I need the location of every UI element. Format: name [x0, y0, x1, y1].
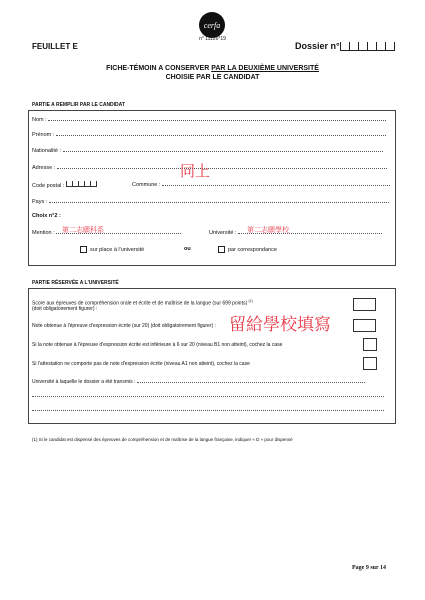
transmis-field[interactable]: Université à laquelle le dossier a été transmis :	[32, 378, 365, 385]
page-number: Page 9 sur 14	[352, 565, 387, 571]
note-ecrite-label: Note obtenue à l'épreuve d'expression écrite (sur 20) (doit obligatoirement figurer) :	[32, 323, 216, 329]
handwritten-universite: 第二志願學校	[247, 226, 289, 234]
dossier-number-field[interactable]	[295, 41, 395, 51]
correspondance-checkbox[interactable]	[218, 246, 225, 253]
handwritten-school-fill: 留給學校填寫	[229, 315, 331, 335]
sur-place-checkbox[interactable]	[80, 246, 87, 253]
transmis-line-2[interactable]	[32, 392, 384, 399]
dossier-label: Dossier n°	[295, 41, 340, 51]
note-inferieure-checkbox[interactable]	[363, 338, 377, 351]
note-inferieure-label: Si la note obtenue à l'épreuve d'expression écrite est inférieure à 6 sur 20 (niveau B1 non atteint), cochez la case	[32, 342, 283, 348]
footnote: (1) Si le candidat est dispensé des épreuves de compréhension et de maîtrise de la langue française, indiquer « D » pour dispensé	[32, 437, 293, 442]
handwritten-mention: 第二志願科系	[62, 226, 104, 234]
option-correspondance[interactable]: par correspondance	[218, 246, 277, 253]
university-section-label: PARTIE RÉSERVÉE A L'UNIVERSITÉ	[32, 280, 119, 286]
nationalite-field[interactable]: Nationalité :	[32, 147, 383, 154]
cerfa-number: n° 11126*19	[199, 36, 226, 42]
code-postal-field[interactable]: Code postal :	[32, 181, 97, 189]
note-ecrite-input[interactable]	[353, 319, 376, 332]
attestation-label: Si l'attestation ne comporte pas de note d'expression écrite (niveau A1 non atteint), cochez la case	[32, 361, 250, 367]
option-sur-place[interactable]: sur place à l'université	[80, 246, 144, 253]
score-label-line2: (doit obligatoirement figurer) :	[32, 306, 98, 312]
score-label: Score aux épreuves de compréhension orale et écrite et de maîtrise de la langue (sur 699 points) $^{(1)}$	[32, 299, 253, 307]
feuillet-label: FEUILLET E	[32, 42, 78, 51]
prenom-field[interactable]: Prénom :	[32, 131, 386, 138]
adresse-field[interactable]: Adresse :	[32, 164, 387, 171]
form-title-line2: CHOISIE PAR LE CANDIDAT	[165, 74, 260, 81]
handwritten-same-as-above: 同上	[180, 162, 211, 180]
form-title-line1: FICHE-TÉMOIN A CONSERVER PAR LA DEUXIÈME UNIVERSITÉ	[106, 65, 319, 72]
universite-field[interactable]: Université :	[209, 229, 382, 236]
mention-field[interactable]: Mention :	[32, 229, 181, 236]
cerfa-logo: cerfa	[199, 12, 225, 38]
nom-field[interactable]: Nom :	[32, 116, 386, 123]
score-input[interactable]	[353, 298, 376, 311]
choix-label: Choix n°2 :	[32, 213, 61, 219]
pays-field[interactable]: Pays :	[32, 198, 389, 205]
transmis-line-3[interactable]	[32, 406, 384, 413]
or-label: ou	[184, 246, 191, 252]
candidate-section-label: PARTIE A REMPLIR PAR LE CANDIDAT	[32, 102, 125, 108]
commune-field[interactable]: Commune :	[132, 181, 390, 188]
attestation-checkbox[interactable]	[363, 357, 377, 370]
